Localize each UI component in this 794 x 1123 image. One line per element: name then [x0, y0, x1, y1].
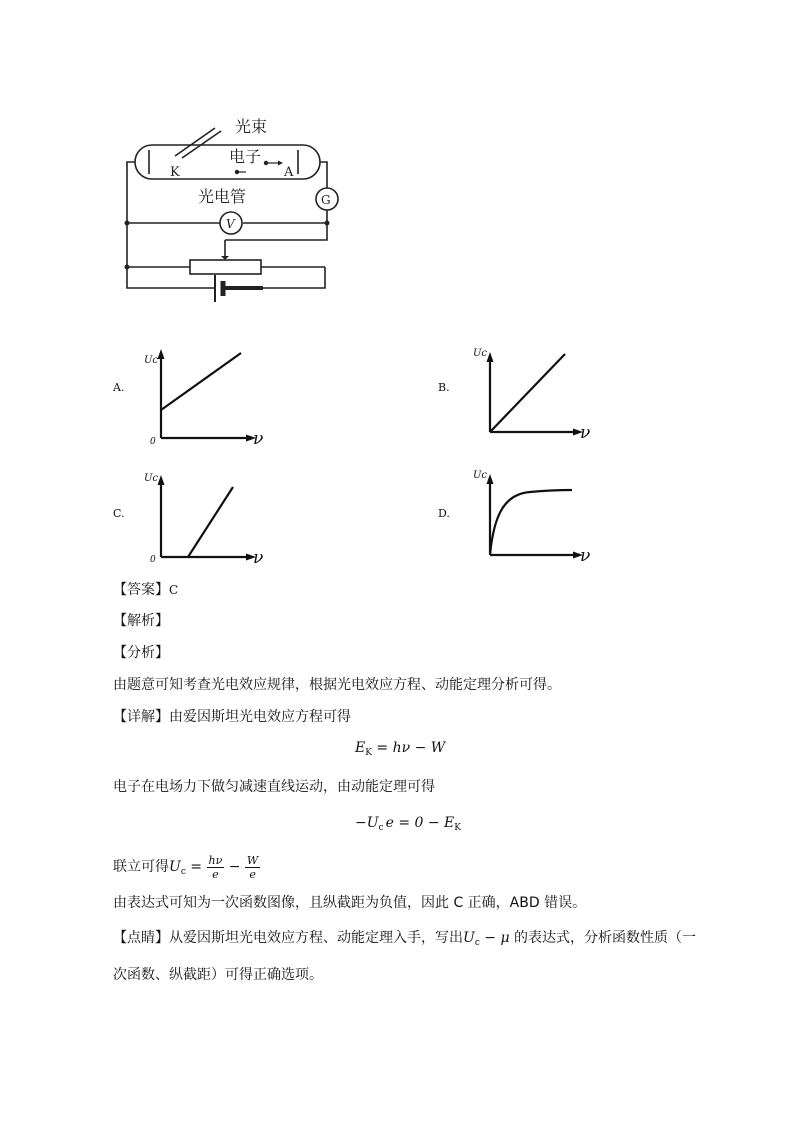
svg-text:0: 0: [150, 555, 156, 565]
svg-text:Uc: Uc: [473, 348, 488, 359]
fenxi-text: 由题意可知考查光电效应规律，根据光电效应方程、动能定理分析可得。: [113, 677, 561, 693]
fenxi-label: 【分析】: [113, 645, 169, 661]
option-d-letter: D.: [438, 507, 450, 520]
graph-d: [470, 462, 600, 567]
comment-line-1: 【点睛】从爱因斯坦光电效应方程、动能定理入手，写出$U_c - \mu$ 的表达式，分析函数性质（一: [113, 930, 697, 948]
galvanometer-label: G: [321, 193, 331, 207]
sentence-2: 电子在电场力下做匀减速直线运动，由动能定理可得: [113, 779, 435, 795]
svg-text:0: 0: [150, 437, 156, 447]
voltmeter-label: V: [226, 217, 235, 231]
svg-text:Uc: Uc: [473, 470, 488, 481]
graph-b: [470, 340, 600, 445]
answer-label: 【答案】: [113, 582, 169, 598]
conclusion: 由表达式可知为一次函数图像，且纵截距为负值，因此 C 正确，ABD 错误。: [113, 895, 587, 911]
option-c-letter: C.: [113, 507, 125, 520]
svg-text:ν: ν: [253, 429, 264, 448]
light-beam-ray: [175, 128, 215, 156]
electron-label: 电子: [229, 147, 262, 166]
beam-label: 光束: [235, 117, 268, 136]
graph-c: [140, 465, 270, 570]
svg-text:ν: ν: [253, 548, 264, 568]
detail-text: 由爱因斯坦光电效应方程可得: [169, 709, 351, 725]
svg-text:Uc: Uc: [144, 355, 159, 366]
battery: [215, 275, 263, 302]
answer-value: C: [169, 583, 179, 597]
detail-label: 【详解】: [113, 709, 169, 725]
photoelectric-circuit-diagram: [115, 110, 355, 310]
comment-line-2: 次函数、纵截距）可得正确选项。: [113, 967, 323, 983]
svg-text:ν: ν: [580, 423, 591, 443]
option-a-letter: A.: [113, 381, 125, 394]
equation-2: $-U_c$ $e = 0 - E_K$: [355, 815, 461, 833]
equation-1: $E_K = h\nu - W$: [355, 740, 446, 758]
comment-label: 【点睛】: [113, 930, 169, 946]
tube-label: 光电管: [198, 187, 247, 206]
answer-line: [113, 580, 178, 600]
combine-line: 联立可得$U_c$ = $\frac{h\nu}{e}$ − $\frac{W}{e}$: [113, 853, 259, 881]
svg-text:ν: ν: [580, 546, 591, 566]
option-b-letter: B.: [438, 381, 450, 394]
anode-label: A: [284, 165, 294, 180]
cathode-label: K: [170, 165, 180, 180]
analysis-heading: 【解析】: [113, 613, 169, 629]
svg-text:Uc: Uc: [144, 473, 159, 484]
detail-line: [113, 707, 351, 727]
rheostat: [190, 260, 261, 274]
graph-a: [140, 343, 270, 448]
